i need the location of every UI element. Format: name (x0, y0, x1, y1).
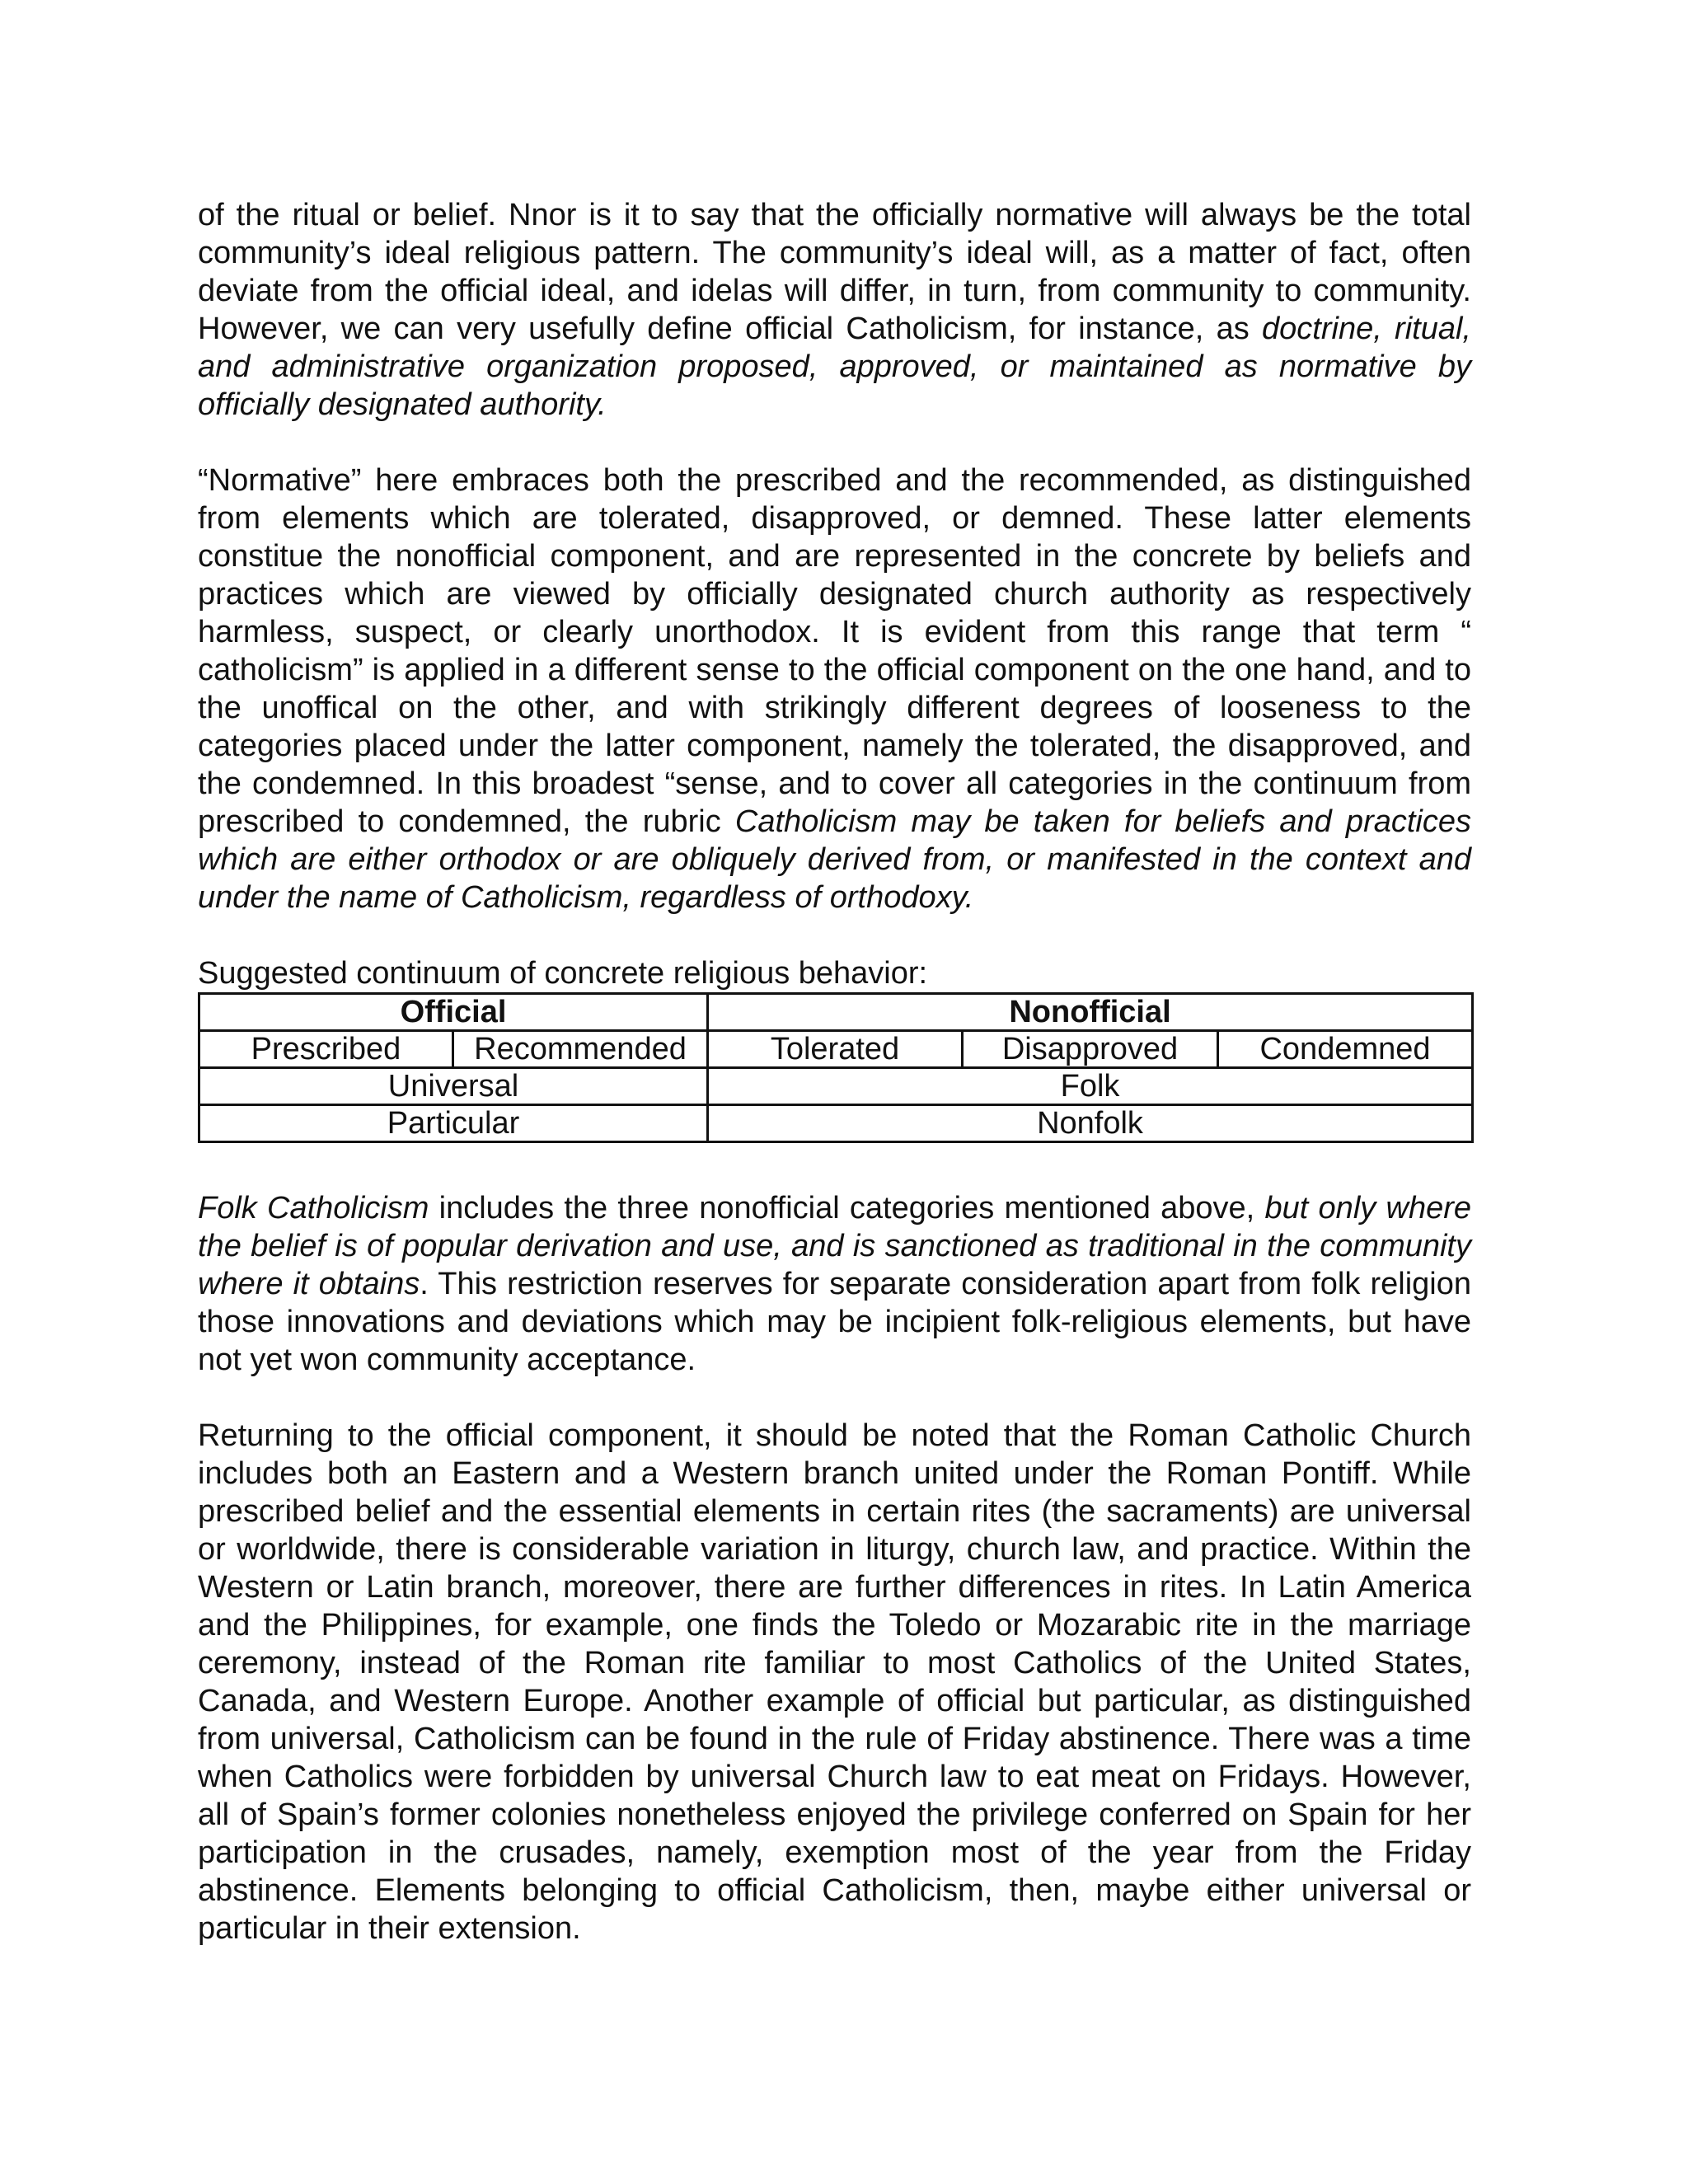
table-cell-condemned: Condemned (1218, 1031, 1473, 1068)
italic-text-segment: but only where the belief is of popular derivation and use, and is sanctioned as traditional in the community where it obtains (198, 1191, 1471, 1301)
italic-text-segment: doctrine, ritual, and administrative organization proposed, approved, or maintained as normative by officially designated authority. (198, 312, 1471, 422)
table-header-official: Official (199, 994, 708, 1031)
table-cell-universal: Universal (199, 1068, 708, 1105)
paragraph-gap (198, 424, 1471, 462)
paragraph-gap (198, 916, 1471, 954)
text-segment: . This restriction reserves for separate consideration apart from folk religion those innovations and deviations which may be incipient folk-religious elements, but have not yet won community acceptance. (198, 1267, 1471, 1377)
table-row (199, 1105, 1473, 1142)
table-cell-folk: Folk (708, 1068, 1473, 1105)
paragraph-normative (198, 462, 1471, 916)
text-segment: Returning to the official component, it should be noted that the Roman Catholic Church includes both an Eastern and a Western branch united under the Roman Pontiff. While prescribed belief and the essential elements in certain rites (the sacraments) are universal or worldwide, there is considerable variation in liturgy, church law, and practice. Within the Western or Latin branch, moreover, there are further differences in rites. In Latin America and the Philippines, for example, one finds the Toledo or Mozarabic rite in the marriage ceremony, instead of the Roman rite familiar to most Catholics of the United States, Canada, and Western Europe. Another example of official but particular, as distinguished from universal, Catholicism can be found in the rule of Friday abstinence. There was a time when Catholics were forbidden by universal Church law to eat meat on Fridays. However, all of Spain’s former colonies nonetheless enjoyed the privilege conferred on Spain for her participation in the crusades, namely, exemption most of the year from the Friday abstinence. Elements belonging to official Catholicism, then, maybe either universal or particular in their extension. (198, 1418, 1471, 1946)
table-row (199, 1031, 1473, 1068)
italic-text-segment: Catholicism may be taken for beliefs and practices which are either orthodox or are obliquely derived from, or manifested in the context and under the name of Catholicism, regardless of orthodoxy. (198, 804, 1471, 915)
table-row (199, 994, 1473, 1031)
table-cell-prescribed: Prescribed (199, 1031, 453, 1068)
continuum-table (198, 992, 1474, 1143)
table-header-nonofficial: Nonofficial (708, 994, 1473, 1031)
table-cell-nonfolk: Nonfolk (708, 1105, 1473, 1142)
text-segment: of the ritual or belief. Nnor is it to say that the officially normative will always be the total community’s ideal religious pattern. The community’s ideal will, as a matter of fact, often deviate from the official ideal, and idelas will differ, in turn, from community to community. However, we can very usefully define official Catholicism, for instance, as (198, 198, 1471, 346)
paragraph-gap (198, 1379, 1471, 1417)
table-cell-disapproved: Disapproved (963, 1031, 1218, 1068)
table-row (199, 1068, 1473, 1105)
table-cell-tolerated: Tolerated (708, 1031, 963, 1068)
paragraph-official-definition (198, 196, 1471, 424)
table-cell-recommended: Recommended (453, 1031, 708, 1068)
italic-text-segment: Folk Catholicism (198, 1191, 429, 1226)
document-page (198, 196, 1471, 1947)
text-segment: “Normative” here embraces both the prescribed and the recommended, as distinguished from elements which are tolerated, disapproved, or demned. These latter elements constitue the nonofficial component, and are represented in the concrete by beliefs and practices which are viewed by officially designated church authority as respectively harmless, suspect, or clearly unorthodox. It is evident from this range that term “ catholicism” is applied in a different sense to the official component on the one hand, and to the unoffical on the other, and with strikingly different degrees of looseness to the categories placed under the latter component, namely the tolerated, the disapproved, and the condemned. In this broadest “sense, and to cover all categories in the continuum from prescribed to condemned, the rubric (198, 463, 1471, 839)
table-caption: Suggested continuum of concrete religious behavior: (198, 956, 928, 991)
paragraph-folk-catholicism (198, 1189, 1471, 1379)
paragraph-official-component (198, 1417, 1471, 1947)
table-cell-particular: Particular (199, 1105, 708, 1142)
text-segment: includes the three nonofficial categories mentioned above, (429, 1191, 1265, 1226)
paragraph-gap (198, 1143, 1471, 1189)
